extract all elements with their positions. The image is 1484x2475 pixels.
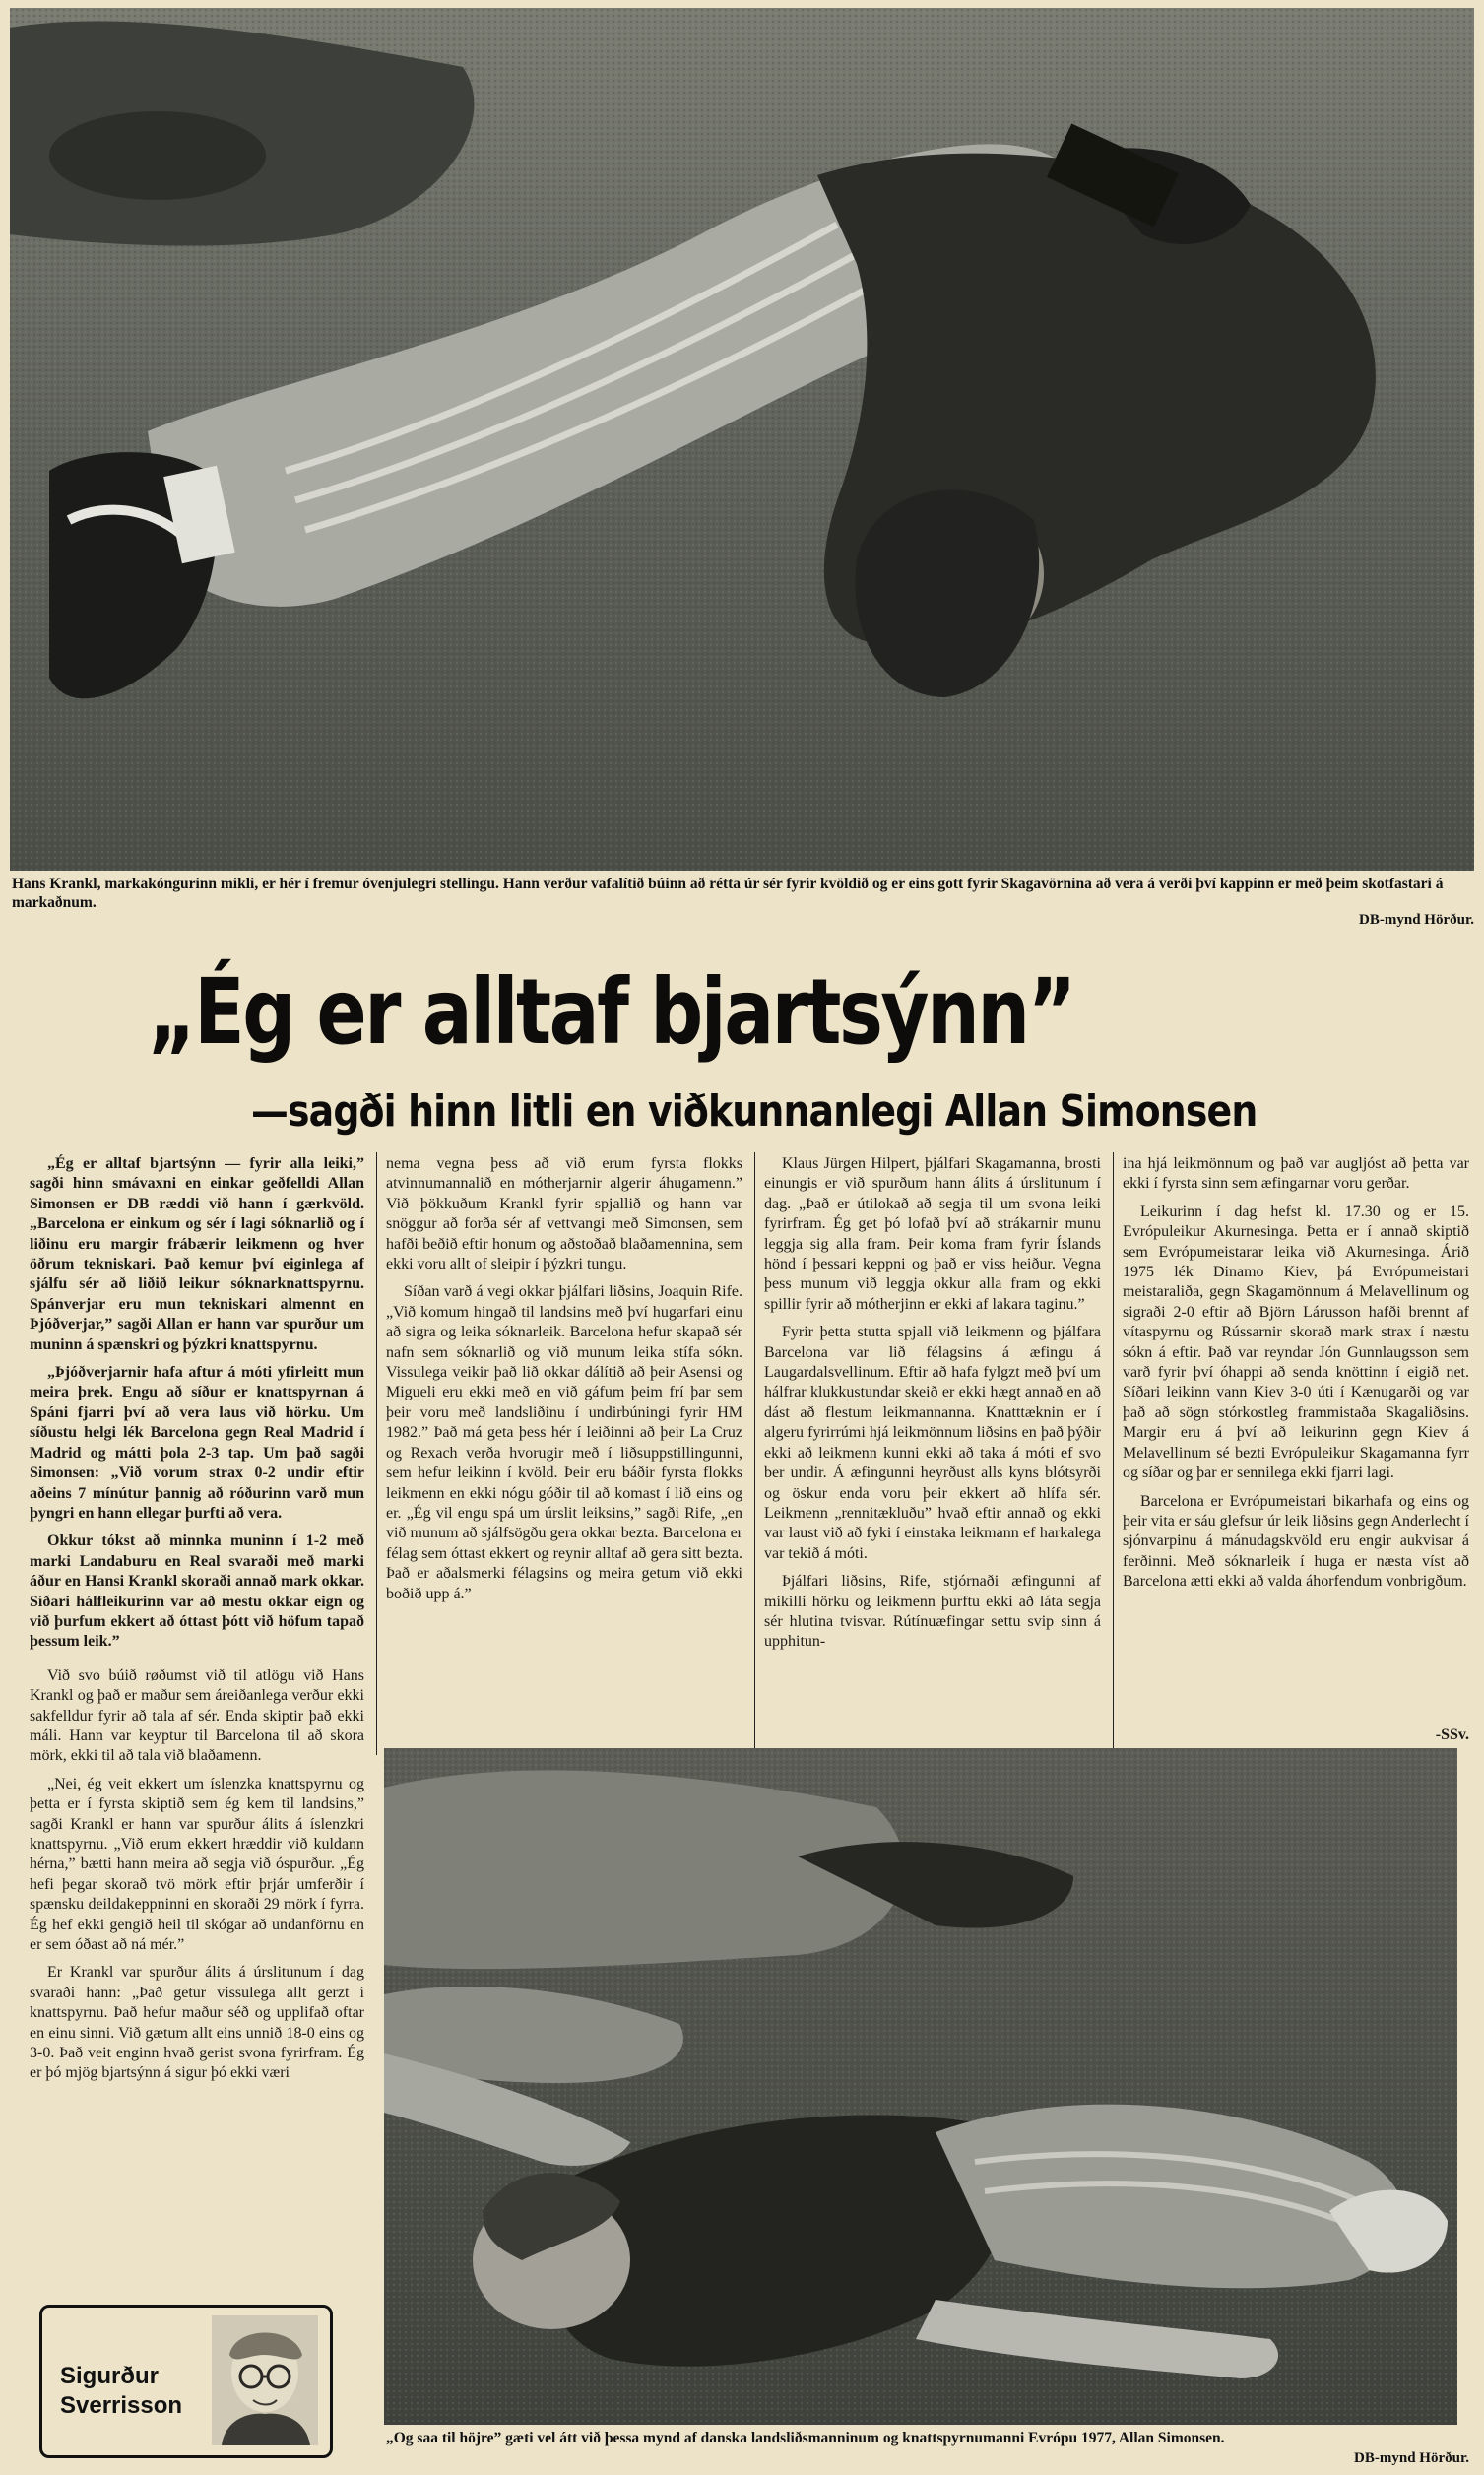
paragraph: Við svo búið røðumst við til atlögu við Hans Krankl og það er maður sem áreiðanlega verður ekki sakfelldur fyrir að tala af sér. Enda skiptir það ekki máli. Hann var keyptur til Barcelona til að skora mörk, ekki til að tala við blaðamenn. [30, 1666, 364, 1765]
article-column-4 [1123, 1154, 1469, 1745]
bottom-photo-caption: „Og saa til höjre” gæti vel átt við þessa mynd af danska landsliðsmanninum og knattspyrnumanni Evrópu 1977, Allan Simonsen. [386, 2430, 1225, 2446]
paragraph: nema vegna þess að við erum fyrsta flokks atvinnumannalið en mótherjarnir algerir áhugamenn.” Við þökkuðum Krankl fyrir spjallið og hann var snöggur að forða sér af vettvangi með Simonsen, sem hafði beðið eftir honum og aðstoðað blaðamennina, sem ekki voru allt of sleipir í þýzkri tungu. [386, 1155, 742, 1273]
paragraph: Leikurinn í dag hefst kl. 17.30 og er 15. Evrópuleikur Akurnesinga. Þetta er í annað skiptið sem Evrópumeistarar leika við Akurnesinga. Árið 1975 lék Dinamo Kiev, þá Evrópumeistari meistaraliða, gegn Skagamönnum á Melavellinum og sigraði 2-0 eftir að Björn Lárusson hafði brennt af vítaspyrnu og Rússarnir skorað mark strax í næstu sókn á eftir. Það var reyndar Jón Gunnlaugsson sem varð fyrir því óhappi að senda knöttinn í eigið net. Síðari leikinn vann Kiev 3-0 úti í Kænugarði og var það að sögn stórkostleg frammistaða Skagaliðsins. Margir eru á því að leikurinn gegn Kiev á Melavellinum sé bezti Evrópuleikur Skagamanna fyrr og síðar og þar er sennilega ekki fjarri lagi. [1123, 1203, 1469, 1482]
author-signoff: -SSv. [1435, 1726, 1469, 1743]
column-rule [754, 1152, 755, 1755]
subhead: —sagði hinn litli en viðkunnanlegi Allan Simonsen [251, 1086, 1258, 1137]
paragraph: Klaus Jürgen Hilpert, þjálfari Skagamanna, brosti einungis er við spurðum hann álits á úrslitunum í dag. „Það er útilokað að segja til um svona leiki fyrirfram. Ég get þó lofað því að strákarnir munu leggja sig alla fram. Þeir koma fram fyrir Íslands hönd í þessari keppni og það er viss heiður. Vegna þess munum við leggja okkur alla fram og ekki spillir fyrir að mótherjinn er ekki af lakara taginu.” [764, 1155, 1101, 1313]
paragraph: Barcelona er Evrópumeistari bikarhafa og eins og þeir vita er sáu glefsur úr leik liðsins gegn Anderlecht í sjónvarpinu á mánudagskvöld eru engir aukvisar á ferðinni. Með sóknarleik í huga er næsta víst að Barcelona ætti ekki að valda áhorfendum vonbrigðum. [1123, 1492, 1469, 1591]
paragraph: Okkur tókst að minnka muninn í 1-2 með marki Landaburu en Real svaraði með marki áður en Hansi Krankl skoraði annað mark okkar. Síðari hálfleikurinn var að mestu okkar eign og við þurfum ekkert að óttast þótt við höfum tapað þessum leik.” [30, 1532, 364, 1651]
paragraph: Þjálfari liðsins, Rife, stjórnaði æfingunni af mikilli hörku og leikmenn þurftu ekki að láta segja sér hlutina tvisvar. Rútínuæfingar settu svip sinn á upphitun- [764, 1573, 1101, 1651]
column-rule [1113, 1152, 1114, 1755]
bottom-photo-credit: DB-mynd Hörður. [1354, 2450, 1469, 2466]
paragraph: „Ég er alltaf bjartsýnn — fyrir alla leiki,” sagði hinn smávaxni en einkar geðfelldi Allan Simonsen er DB ræddi við hann í gærkvöld. „Barcelona er einkum og sér í lagi sóknarlið og í liðinu eru margir frábærir leikmenn og hver öðrum tekniskari. Það kemur því eiginlega af sjálfu sér að liðið leikur sóknarknattspyrnu. Spánverjar eru mun tekniskari almennt en Þjóðverjar,” sagði Allan er hann var spurður um muninn á spænskri og þýzkri knattspyrnu. [30, 1155, 364, 1353]
bottom-photo [384, 1748, 1457, 2425]
byline-first-name: Sigurður [60, 2363, 159, 2389]
article-column-1 [30, 1154, 364, 2287]
top-photo-credit: DB-mynd Hörður. [1359, 912, 1474, 928]
top-photo [10, 8, 1474, 871]
article-column-2 [386, 1154, 742, 1755]
headline: „Ég er alltaf bjartsýnn” [148, 959, 1074, 1065]
paragraph: „Nei, ég veit ekkert um íslenzka knattspyrnu og þetta er í fyrsta skiptið sem ég kem til landsins,” sagði Krankl er hann var spurður álits á íslenzkri knattspyrnu. „Við erum ekkert hræddir við kuldann hérna,” bætti hann meira að segja við óspurður. „Ég hefi þegar skorað tvö mörk eftir þrjár umferðir í spænsku deildakeppninni en skoraði 29 mörk í fyrra. Ég hef ekki gengið heil til skógar að undanförnu en er sem óðast að ná mér.” [30, 1775, 364, 1954]
column-rule [376, 1152, 377, 1755]
paragraph: Er Krankl var spurður álits á úrslitunum í dag svaraði hann: „Það getur vissulega allt gerzt í knattspyrnu. Það hefur maður séð og upplifað oftar en einu sinni. Við gætum allt eins unnið 18-0 eins og 3-0. Það veit enginn hvað gerist svona fyrirfram. Ég er þó mjög bjartsýnn á sigur þó ekki væri [30, 1964, 364, 2082]
author-portrait [212, 2315, 318, 2445]
byline-box [39, 2305, 333, 2458]
top-photo-caption: Hans Krankl, markakóngurinn mikli, er hér í fremur óvenjulegri stellingu. Hann verður vafalítið búinn að rétta úr sér fyrir kvöldið og er eins gott fyrir Skagavörnina að vera á verði því kappinn er með þeim skotfastari á markaðnum. [12, 876, 1444, 911]
paragraph: Fyrir þetta stutta spjall við leikmenn og þjálfara Barcelona var lið félagsins á æfingu á Laugardalsvellinum. Eftir að hafa fylgzt með því um hálfrar klukkustundar skeið er ekki hægt annað en að dást að flestum leikmannanna. Knatttæknin er í algeru fyrirrúmi hjá leikmönnum liðsins en það þýðir ekki að leikmenn kunni ekki að taka á móti ef svo ber undir. Á æfingunni heyrðust alls kyns blótsyrði og öskur enda voru þeir ekkert að hlífa sér. Leikmenn „rennitækluðu” hvað eftir annað og ekki var laust við að fyki í einstaka leikmann ef harkalega var tekið á móti. [764, 1324, 1101, 1562]
paragraph: ina hjá leikmönnum og það var augljóst að þetta var ekki í fyrsta sinn sem æfingarnar voru gerðar. [1123, 1155, 1469, 1193]
paragraph: „Þjóðverjarnir hafa aftur á móti yfirleitt mun meira þrek. Engu að síður er knattspyrnan á Spáni fjarri því að vera laus við hörku. Um síðustu helgi lék Barcelona gegn Real Madrid í Madrid og mátti þola 2-3 tap. Um það sagði Simonsen: „Við vorum strax 0-2 undir eftir aðeins 7 mínútur þannig að róðurinn varð mun þyngri en hann ellegar þurfti að vera. [30, 1364, 364, 1522]
paragraph: Síðan varð á vegi okkar þjálfari liðsins, Joaquin Rife. „Við komum hingað til landsins með því hugarfari einu að sigra og leika sóknarleik. Barcelona hefur skapað sér nafn sem sóknarlið og við munum leika stífa sókn. Vissulega veikir það lið okkar dálítið að þeir Asensi og Migueli eru ekki með en við gáfum þeim frí þar sem þeir voru með landsliðinu í undirbúningi fyrir HM 1982.” Það má geta þess hér í leiðinni að þeir La Cruz og Rexach verða hvorugir með í liðsuppstillingunni, sem hefur leikinn í kvöld. Þeir eru báðir fyrsta flokks leikmenn en ekki nógu góðir til að komast í lið eins og er. „Ég vil engu spá um úrslit leiksins,” sagði Rife, „en við munum að sjálfsögðu gera okkar bezta. Barcelona er félag sem óttast ekkert og reynir alltaf að gera sitt bezta. Það er aðalsmerki félagsins og meira getum við ekki boðið upp á.” [386, 1283, 742, 1602]
article-column-3 [764, 1154, 1101, 1755]
byline-last-name: Sverrisson [60, 2392, 183, 2419]
